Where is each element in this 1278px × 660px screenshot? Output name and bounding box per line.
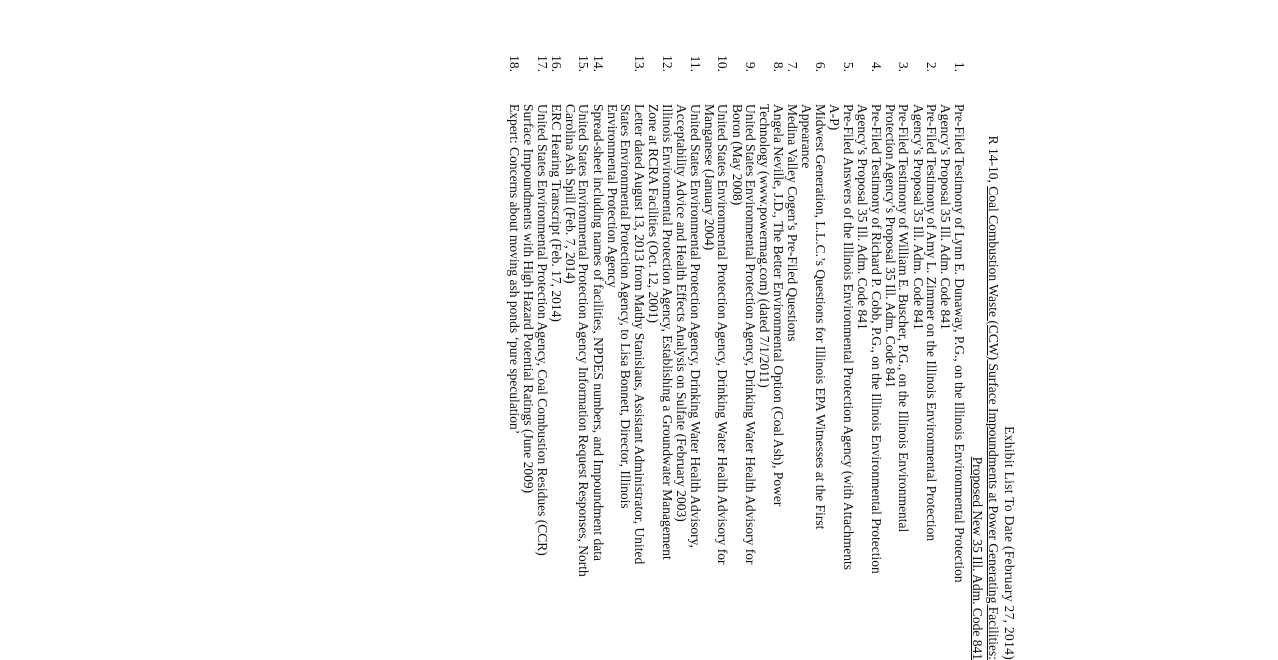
exhibit-description-line: Pre-Filed Testimony of Lynn E. Dunaway, P.G., on the Illinois Environmental Protection bbox=[952, 104, 967, 583]
exhibit-number: 16. bbox=[548, 55, 564, 72]
document-title: Exhibit List To Date (February 27, 2014) bbox=[1002, 426, 1017, 660]
exhibit-description-line: Pre-Filed Testimony of Amy L. Zimmer on the Illinois Environmental Protection bbox=[924, 104, 940, 542]
exhibit-description-line: Agency’s Proposal 35 Ill. Adm. Code 841 bbox=[854, 104, 870, 330]
exhibit-description-line: Carolina Ash Spill (Feb. 7, 2014) bbox=[562, 104, 578, 284]
docket-number: R 14-10, bbox=[986, 135, 1001, 183]
exhibit-description-line: Agency’s Proposal 35 Ill. Adm. Code 841 bbox=[910, 104, 926, 330]
exhibit-number: 18. bbox=[506, 55, 522, 72]
exhibit-number: 14. bbox=[590, 55, 606, 72]
exhibit-description-line: Appearance bbox=[799, 104, 815, 169]
exhibit-number: 13. bbox=[632, 55, 648, 72]
exhibit-description-line: United States Environmental Protection Agency, Coal Combustion Residues (CCR) bbox=[534, 104, 550, 556]
exhibit-number: 7. bbox=[785, 61, 801, 72]
exhibit-number: 15. bbox=[576, 55, 592, 72]
exhibit-number: 5. bbox=[840, 61, 856, 72]
exhibit-description-line: Medina Valley Cogen’s Pre-Filed Questions bbox=[785, 104, 801, 342]
exhibit-description-line: Manganese (January 2004) bbox=[701, 104, 717, 251]
exhibit-description-line: United States Environmental Protection Agency, Drinking Water Health Advisory for bbox=[743, 104, 759, 565]
exhibit-description-line: Pre-Filed Testimony of William E. Buscher, P.G., on the Illinois Environmental bbox=[896, 104, 912, 533]
exhibit-description-line: United States Environmental Protection Agency, Drinking Water Health Advisory for bbox=[715, 104, 731, 565]
exhibit-number: 3. bbox=[896, 61, 912, 72]
exhibit-description-line: Boron (May 2008) bbox=[729, 104, 745, 206]
exhibit-number: 11. bbox=[687, 55, 703, 72]
exhibit-number: 6. bbox=[813, 61, 828, 72]
exhibit-number: 4. bbox=[868, 61, 884, 72]
exhibit-description-line: ERC Hearing Transcript (Feb. 17, 2014) bbox=[548, 104, 564, 322]
exhibit-description-line: Illinois Environmental Protection Agency, Establishing a Groundwater Management bbox=[659, 104, 675, 560]
exhibit-number: 2. bbox=[924, 61, 940, 72]
document-subheading bbox=[970, 40, 984, 660]
exhibit-description-line: United States Environmental Protection Agency Information Request Responses, North bbox=[576, 104, 592, 577]
exhibit-number: 1. bbox=[952, 61, 967, 72]
docket-caption: Coal Combustion Waste (CCW) Surface Impoundments at Power Generating Facilities: bbox=[986, 186, 1001, 660]
exhibit-number: 12. bbox=[659, 55, 675, 72]
exhibit-description-line: Midwest Generation, L.L.C.’s Questions for Illinois EPA Witnesses at the First bbox=[813, 104, 828, 530]
exhibit-description-line: United States Environmental Protection Agency, Drinking Water Health Advisory, bbox=[687, 104, 703, 548]
exhibit-description-line: Angela Neville, J.D., The Better Environmental Option (Coal Ash), Power bbox=[771, 104, 787, 507]
document-heading bbox=[986, 40, 1000, 660]
exhibit-number: 10. bbox=[715, 55, 731, 72]
exhibit-description-line: Spread-sheet including names of facilities, NPDES numbers, and Impoundment data bbox=[590, 104, 606, 562]
exhibit-number: 17. bbox=[534, 55, 550, 72]
exhibit-description-line: Technology (www.powermag.com) (dated 7/1/2011) bbox=[757, 104, 773, 388]
exhibit-number: 9. bbox=[743, 61, 759, 72]
exhibit-description-line: Pre-Filed Answers of the Illinois Environmental Protection Agency (with Attachments bbox=[840, 104, 856, 571]
exhibit-description-line: Agency’s Proposal 35 Ill. Adm. Code 841 bbox=[938, 104, 954, 330]
exhibit-description-line: Pre-Filed Testimony of Richard P. Cobb, P.G., on the Illinois Environmental Protection bbox=[868, 104, 884, 574]
exhibit-description-line: Expert: Concerns about moving ash ponds ‘pure speculation’ bbox=[506, 104, 522, 435]
exhibit-description-line: Environmental Protection Agency bbox=[604, 104, 620, 288]
exhibit-description-line: Protection Agency’s Proposal 35 Ill. Adm. Code 841 bbox=[882, 104, 898, 388]
exhibit-description-line: Letter dated August 13, 2013 from Mathy Stanislaus, Assistant Administrator, United bbox=[632, 104, 648, 565]
exhibit-description-line: States Environmental Protection Agency, to Lisa Bonnett, Director, Illinois bbox=[618, 104, 634, 509]
exhibit-description-line: A-P) bbox=[827, 104, 843, 131]
exhibit-description-line: Surface Impoundments with High Hazard Potential Ratings (June 2009) bbox=[520, 104, 536, 494]
exhibit-description-line: Acceptability Advice and Health Effects Analysis on Sulfate (February 2003) bbox=[674, 104, 690, 522]
exhibit-description-line: Zone at RCRA Facilities (Oct. 12, 2001) bbox=[646, 104, 662, 323]
exhibit-number: 8. bbox=[771, 61, 787, 72]
proposal-citation: Proposed New 35 Ill. Adm. Code 841 bbox=[970, 456, 985, 660]
rotated-document-page bbox=[506, 40, 1278, 660]
